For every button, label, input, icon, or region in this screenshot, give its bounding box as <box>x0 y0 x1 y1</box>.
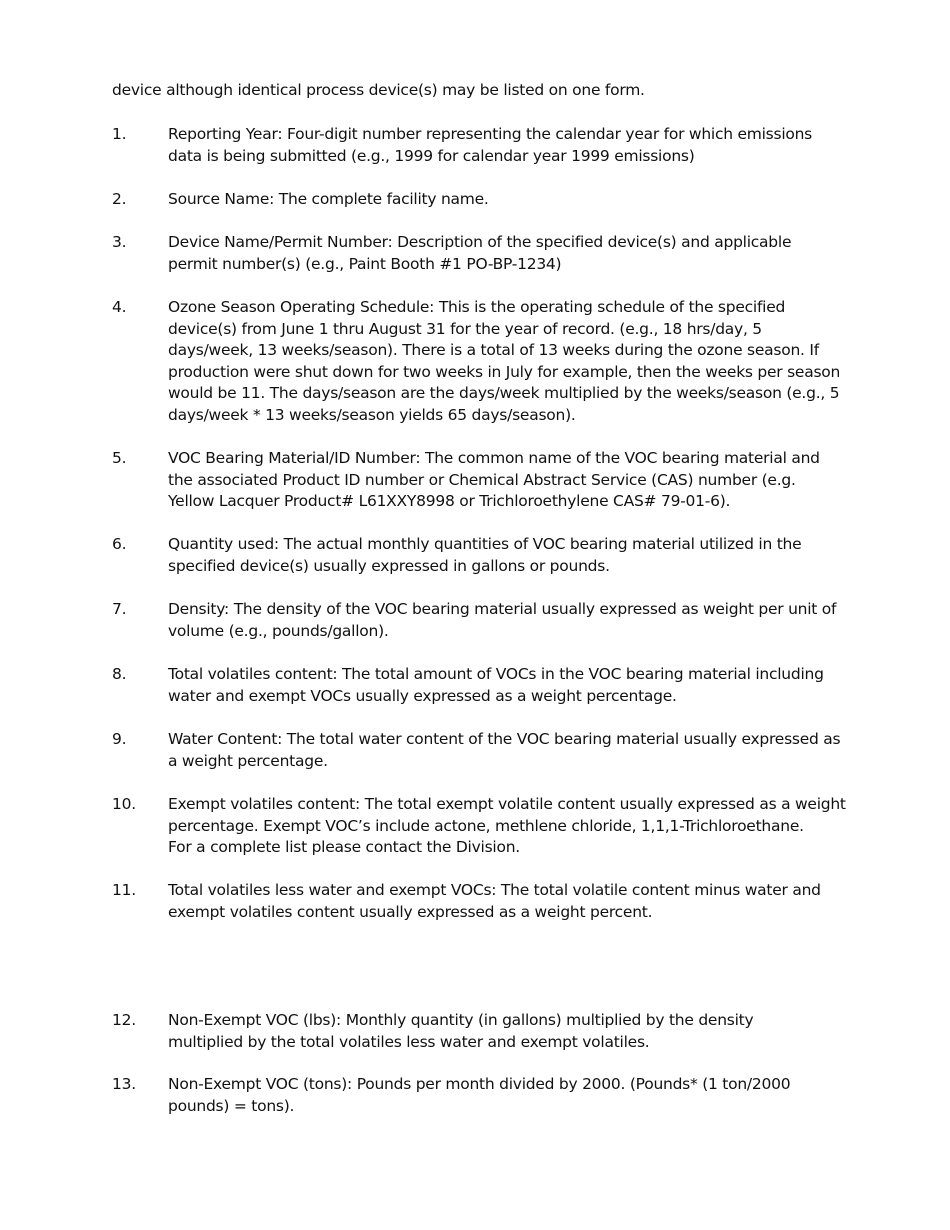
intro-text: device although identical process device(s) may be listed on one form. <box>112 81 645 99</box>
item-text-line: Water Content: The total water content of the VOC bearing material usually expressed as <box>168 730 841 748</box>
item-number: 11. <box>112 881 136 899</box>
item-text-line: Non-Exempt VOC (tons): Pounds per month divided by 2000. (Pounds* (1 ton/2000 <box>168 1075 791 1093</box>
item-text-line: Ozone Season Operating Schedule: This is the operating schedule of the specified <box>168 298 786 316</box>
list-item <box>112 189 837 211</box>
item-text-line: Density: The density of the VOC bearing material usually expressed as weight per unit of <box>168 600 837 618</box>
item-text-line: multiplied by the total volatiles less water and exempt volatiles. <box>168 1032 650 1051</box>
item-number: 9. <box>112 730 127 748</box>
item-text-line: percentage. Exempt VOC’s include actone, methlene chloride, 1,1,1-Trichloroethane. <box>168 816 804 835</box>
list-item <box>112 880 837 923</box>
list-item <box>112 794 846 859</box>
item-text <box>168 599 836 642</box>
item-text-line: permit number(s) (e.g., Paint Booth #1 PO-BP-1234) <box>168 254 562 273</box>
item-number: 12. <box>112 1011 136 1029</box>
item-number: 13. <box>112 1075 136 1093</box>
list-item <box>112 124 837 167</box>
item-text-line: the associated Product ID number or Chemical Abstract Service (CAS) number (e.g. <box>168 470 796 489</box>
item-number: 3. <box>112 233 127 251</box>
item-text <box>168 124 836 167</box>
item-text <box>168 232 836 275</box>
item-text-line: VOC Bearing Material/ID Number: The common name of the VOC bearing material and <box>168 449 820 467</box>
item-text <box>168 1074 836 1117</box>
item-number: 4. <box>112 298 127 316</box>
list-item <box>112 1010 837 1053</box>
item-text-line: exempt volatiles content usually expressed as a weight percent. <box>168 902 653 921</box>
item-text-line: Non-Exempt VOC (lbs): Monthly quantity (in gallons) multiplied by the density <box>168 1011 754 1029</box>
item-text <box>168 534 836 577</box>
item-text-line: Quantity used: The actual monthly quantities of VOC bearing material utilized in the <box>168 535 802 553</box>
item-number: 7. <box>112 600 127 618</box>
item-text-line: specified device(s) usually expressed in gallons or pounds. <box>168 556 610 575</box>
list-item <box>112 599 837 642</box>
item-text <box>168 189 836 211</box>
item-text-line: device(s) from June 1 thru August 31 for the year of record. (e.g., 18 hrs/day, 5 <box>168 319 762 338</box>
item-text-line: production were shut down for two weeks in July for example, then the weeks per season <box>168 362 841 381</box>
item-number: 5. <box>112 449 127 467</box>
item-text <box>168 729 841 772</box>
list-item <box>112 297 841 426</box>
item-number: 6. <box>112 535 127 553</box>
item-text-line: data is being submitted (e.g., 1999 for calendar year 1999 emissions) <box>168 146 695 165</box>
item-text <box>168 448 836 513</box>
item-text <box>168 664 836 707</box>
item-text-line: Exempt volatiles content: The total exempt volatile content usually expressed as a weight <box>168 795 846 813</box>
item-text-line: Total volatiles less water and exempt VOCs: The total volatile content minus water and <box>168 881 821 899</box>
item-number: 1. <box>112 125 127 143</box>
item-text-line: a weight percentage. <box>168 751 328 770</box>
item-number: 8. <box>112 665 127 683</box>
item-number: 2. <box>112 190 127 208</box>
item-text <box>168 794 846 859</box>
list-item <box>112 534 837 577</box>
list-item <box>112 448 837 513</box>
item-number: 10. <box>112 795 136 813</box>
item-text-line: pounds) = tons). <box>168 1096 295 1115</box>
item-text <box>168 1010 836 1053</box>
item-text-line: For a complete list please contact the Division. <box>168 838 520 856</box>
item-text-line: Reporting Year: Four-digit number representing the calendar year for which emissions <box>168 125 813 143</box>
item-text-line: Source Name: The complete facility name. <box>168 190 489 208</box>
item-text <box>168 297 841 426</box>
item-text-line: Device Name/Permit Number: Description of the specified device(s) and applicable <box>168 233 792 251</box>
list-item <box>112 1074 837 1117</box>
list-item <box>112 232 837 275</box>
item-text-line: would be 11. The days/season are the days/week multiplied by the weeks/season (e.g., 5 <box>168 384 840 402</box>
list-item <box>112 664 837 707</box>
item-text <box>168 880 836 923</box>
item-text-line: days/week, 13 weeks/season). There is a total of 13 weeks during the ozone season. If <box>168 341 819 359</box>
item-text-line: water and exempt VOCs usually expressed as a weight percentage. <box>168 686 677 705</box>
item-text-line: volume (e.g., pounds/gallon). <box>168 621 389 640</box>
list-item <box>112 729 841 772</box>
item-text-line: days/week * 13 weeks/season yields 65 days/season). <box>168 405 576 424</box>
item-text-line: Yellow Lacquer Product# L61XXY8998 or Trichloroethylene CAS# 79-01-6). <box>168 492 731 510</box>
item-text-line: Total volatiles content: The total amount of VOCs in the VOC bearing material including <box>168 665 824 683</box>
